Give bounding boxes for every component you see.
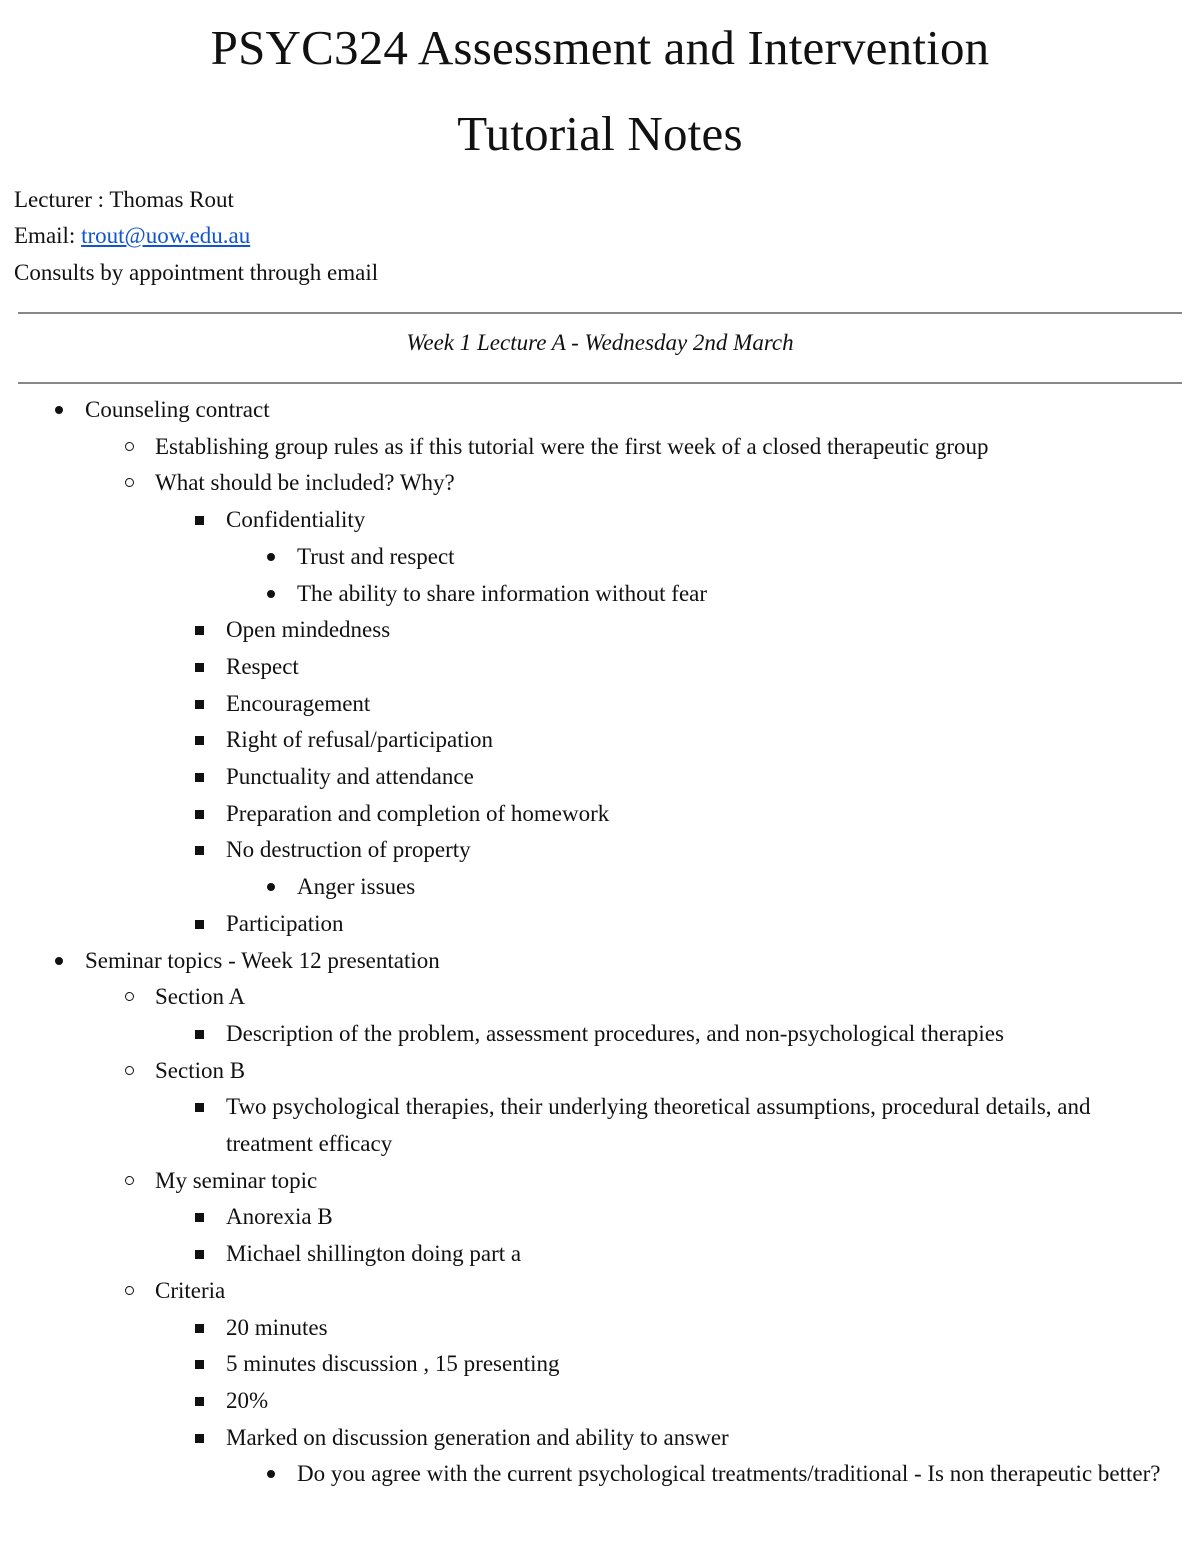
square-bullet-icon: [190, 649, 210, 685]
outline-item-text: Description of the problem, assessment procedures, and non-psychological therapies: [226, 1020, 1004, 1046]
circle-bullet-icon: [120, 429, 140, 465]
email-label: Email:: [14, 223, 82, 248]
horizontal-divider-top: [18, 312, 1182, 314]
outline-item-text: Participation: [226, 910, 344, 936]
outline-item-text: Right of refusal/participation: [226, 727, 493, 753]
square-bullet-icon: [190, 1199, 210, 1235]
outline-item: [226, 759, 474, 796]
square-bullet-icon: [190, 1310, 210, 1346]
outline-item: [297, 539, 455, 576]
outline-item-text: Michael shillington doing part a: [226, 1241, 522, 1267]
outline-item: [226, 686, 370, 723]
square-bullet-icon: [190, 1346, 210, 1382]
email-line: [14, 222, 250, 250]
week-heading: Week 1 Lecture A - Wednesday 2nd March: [406, 330, 794, 355]
outline-item-text: 20%: [226, 1387, 269, 1413]
outline-item: [155, 1053, 245, 1090]
disc-bullet-icon: [261, 576, 281, 612]
disc-bullet-icon: [49, 392, 69, 428]
circle-bullet-icon: [120, 1163, 140, 1199]
circle-bullet-icon: [120, 979, 140, 1015]
outline-item: [85, 392, 270, 429]
outline-item-text: Two psychological therapies, their underlying theoretical assumptions, procedural details, and treatment efficacy: [226, 1094, 1091, 1156]
outline-item: [226, 1420, 729, 1457]
square-bullet-icon: [190, 759, 210, 795]
outline-item: [226, 796, 609, 833]
outline-item: [297, 576, 707, 613]
outline-item-text: The ability to share information without fear: [297, 580, 708, 606]
outline-item-text: Marked on discussion generation and ability to answer: [226, 1424, 729, 1450]
outline-item: [155, 429, 989, 466]
square-bullet-icon: [190, 1383, 210, 1419]
square-bullet-icon: [190, 1089, 210, 1125]
square-bullet-icon: [190, 686, 210, 722]
square-bullet-icon: [190, 906, 210, 942]
outline-item: [155, 465, 455, 502]
outline-item: [226, 1310, 328, 1347]
outline-item-text: Establishing group rules as if this tutorial were the first week of a closed therapeutic group: [155, 433, 989, 459]
outline-item-text: My seminar topic: [155, 1167, 318, 1193]
outline-item-text: Punctuality and attendance: [226, 764, 474, 789]
outline-item-text: Criteria: [155, 1277, 226, 1303]
square-bullet-icon: [190, 1016, 210, 1052]
square-bullet-icon: [190, 502, 210, 538]
document-title-line-2: Tutorial Notes: [457, 106, 743, 161]
outline-item: [155, 1273, 225, 1310]
circle-bullet-icon: [120, 1053, 140, 1089]
outline-item: [226, 1199, 333, 1236]
outline-item: [226, 1089, 1170, 1162]
circle-bullet-icon: [120, 1273, 140, 1309]
square-bullet-icon: [190, 796, 210, 832]
outline-item: [226, 612, 390, 649]
outline-item-text: 20 minutes: [226, 1314, 328, 1340]
outline-item: [226, 1016, 1004, 1053]
circle-bullet-icon: [120, 465, 140, 501]
outline-item: [226, 1383, 268, 1420]
square-bullet-icon: [190, 1420, 210, 1456]
outline-item: [297, 869, 415, 906]
email-link[interactable]: trout@uow.edu.au: [81, 223, 251, 248]
outline-item-text: Preparation and completion of homework: [226, 800, 610, 826]
horizontal-divider-bottom: [18, 382, 1182, 384]
outline-item-text: Do you agree with the current psychological treatments/traditional - Is non therapeutic better?: [297, 1461, 1161, 1487]
outline-item: [226, 1236, 521, 1273]
outline-item-text: Trust and respect: [297, 543, 455, 569]
square-bullet-icon: [190, 832, 210, 868]
square-bullet-icon: [190, 722, 210, 758]
disc-bullet-icon: [261, 869, 281, 905]
document-title-line-1: PSYC324 Assessment and Intervention: [210, 20, 990, 75]
outline-item-text: Encouragement: [226, 690, 371, 716]
square-bullet-icon: [190, 1236, 210, 1272]
square-bullet-icon: [190, 612, 210, 648]
outline-item-text: 5 minutes discussion , 15 presenting: [226, 1351, 560, 1377]
outline-item-text: Open mindedness: [226, 617, 391, 643]
outline-item-text: Section B: [155, 1057, 246, 1083]
outline-item: [226, 1346, 559, 1383]
outline-item: [155, 979, 245, 1016]
outline-item: [226, 906, 344, 943]
outline-item-text: No destruction of property: [226, 837, 471, 863]
disc-bullet-icon: [49, 943, 69, 979]
outline-item: [226, 832, 471, 869]
outline-item: [85, 943, 440, 980]
outline-item: [226, 649, 299, 686]
outline-item-text: Section A: [155, 984, 246, 1010]
consults-line: Consults by appointment through email: [14, 260, 379, 285]
outline-item: [226, 722, 493, 759]
outline-item-text: Respect: [226, 653, 299, 679]
disc-bullet-icon: [261, 539, 281, 575]
outline-item-text: Anorexia B: [226, 1204, 333, 1230]
disc-bullet-icon: [261, 1456, 281, 1492]
lecturer-line: Lecturer : Thomas Rout: [14, 187, 234, 212]
outline-item: [297, 1456, 1170, 1493]
outline-item-text: What should be included? Why?: [155, 470, 455, 496]
outline-item: [155, 1163, 317, 1200]
outline-item-text: Counseling contract: [85, 397, 270, 422]
outline-item-text: Confidentiality: [226, 507, 366, 533]
outline-item-text: Anger issues: [297, 874, 416, 900]
outline-item: [226, 502, 365, 539]
outline-item-text: Seminar topics - Week 12 presentation: [85, 947, 440, 973]
